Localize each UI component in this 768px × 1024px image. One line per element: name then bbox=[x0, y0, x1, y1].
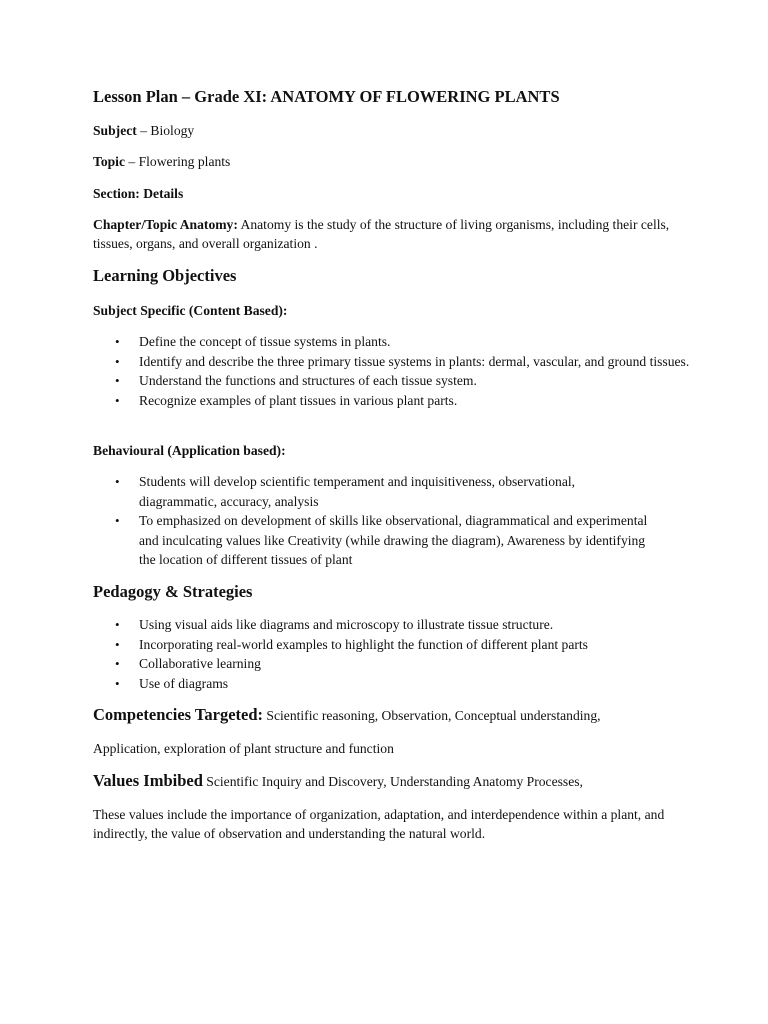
list-item: • Collaborative learning bbox=[93, 654, 693, 674]
list-item: • Students will develop scientific temperament and inquisitiveness, observational, diagrammatic, accuracy, analysis bbox=[115, 474, 576, 509]
subject-specific-list bbox=[93, 332, 693, 410]
competencies-label: Competencies Targeted: bbox=[93, 705, 264, 724]
bullet-icon: • bbox=[115, 373, 120, 388]
behavioural-list bbox=[93, 472, 653, 570]
subject-specific-heading: Subject Specific (Content Based): bbox=[93, 303, 288, 318]
bullet-icon: • bbox=[115, 334, 120, 349]
list-item: • Using visual aids like diagrams and microscopy to illustrate tissue structure. bbox=[93, 615, 693, 635]
values-continuation: These values include the importance of organization, adaptation, and interdependence within a plant, and indirectly, the value of observation and understanding the natural world. bbox=[93, 807, 665, 841]
pedagogy-list bbox=[93, 615, 693, 693]
subject-label: Subject bbox=[93, 123, 137, 138]
section-heading: Section: Details bbox=[93, 186, 184, 201]
topic-label: Topic bbox=[93, 154, 125, 169]
list-item: • To emphasized on development of skills like observational, diagrammatical and experimental and inculcating values like Creativity (while drawing the diagram), Awareness by identifying the location of different tissues of plant bbox=[115, 513, 648, 567]
bullet-icon: • bbox=[115, 474, 120, 489]
list-item: • Use of diagrams bbox=[93, 674, 693, 694]
learning-objectives-heading: Learning Objectives bbox=[93, 266, 237, 285]
bullet-icon: • bbox=[115, 513, 120, 528]
competencies-continuation: Application, exploration of plant structure and function bbox=[93, 741, 394, 756]
topic-line bbox=[93, 152, 683, 171]
list-item: • Recognize examples of plant tissues in various plant parts. bbox=[93, 391, 693, 411]
values-label: Values Imbibed bbox=[93, 771, 203, 790]
page-title: Lesson Plan – Grade XI: ANATOMY OF FLOWERING PLANTS bbox=[93, 87, 560, 106]
values-line bbox=[93, 771, 713, 791]
topic-value: Flowering plants bbox=[138, 154, 231, 169]
bullet-icon: • bbox=[115, 656, 120, 671]
values-text: Scientific Inquiry and Discovery, Understanding Anatomy Processes, bbox=[202, 774, 583, 789]
bullet-icon: • bbox=[115, 675, 120, 691]
topic-sep: – bbox=[125, 154, 139, 169]
subject-sep: – bbox=[136, 123, 151, 138]
list-item: • Incorporating real-world examples to highlight the function of different plant parts bbox=[93, 635, 693, 655]
subject-line bbox=[93, 121, 683, 140]
bullet-icon: • bbox=[115, 353, 120, 369]
bullet-icon: • bbox=[115, 617, 120, 632]
bullet-icon: • bbox=[115, 392, 120, 408]
pedagogy-heading: Pedagogy & Strategies bbox=[93, 582, 253, 601]
list-item: • Identify and describe the three primary tissue systems in plants: dermal, vascular, and ground tissues. bbox=[93, 352, 693, 372]
list-item: • Define the concept of tissue systems in plants. bbox=[93, 332, 693, 352]
chapter-label: Chapter/Topic Anatomy: bbox=[93, 217, 238, 232]
behavioural-heading: Behavioural (Application based): bbox=[93, 443, 286, 458]
list-item: • Understand the functions and structures of each tissue system. bbox=[93, 371, 693, 391]
subject-value: Biology bbox=[150, 123, 195, 138]
chapter-text: Anatomy is the study of the structure of living organisms, including their cells, tissues, organs, and overall organization . bbox=[93, 217, 670, 251]
competencies-text: Scientific reasoning, Observation, Conceptual understanding, bbox=[263, 708, 601, 723]
bullet-icon: • bbox=[115, 636, 120, 652]
chapter-paragraph bbox=[93, 215, 678, 253]
competencies-line bbox=[93, 705, 713, 725]
